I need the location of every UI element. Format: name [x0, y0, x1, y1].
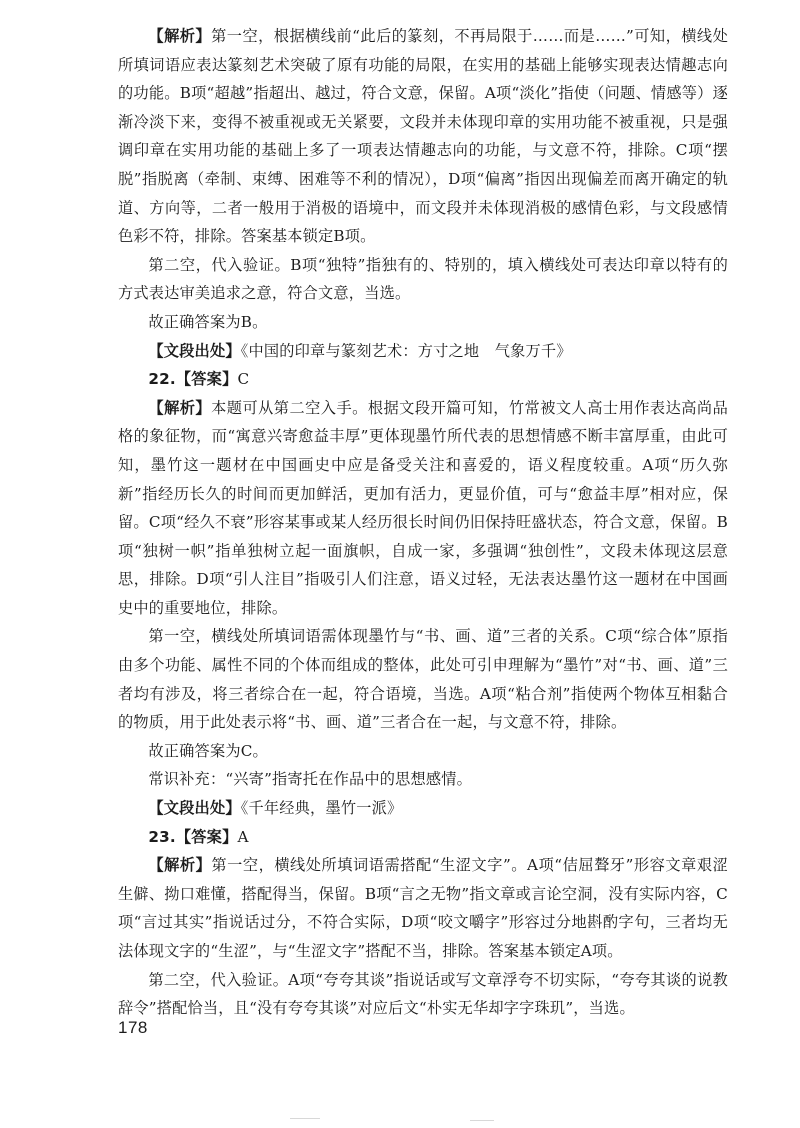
q22-note: 常识补充：“兴寄”指寄托在作品中的思想感情。: [148, 770, 473, 789]
q22-analysis-text: 本题可从第二空入手。根据文段开篇可知，竹常被文人高士用作表达高尚品格的象征物，而“寓意兴寄愈益丰厚”更体现墨竹所代表的思想情感不断丰富厚重，由此可知，墨竹这一题材在中国画史中应是备受关注和喜爱的，语义程度较重。A项“历久弥新”指经历长久的时间而更加鲜活，更加有活力，更显价值，可与“愈益丰厚”相对应，保留。C项“经久不衰”形容某事或某人经历很长时间仍旧保持旺盛状态，符合文意，保留。B项“独树一帜”指单独树立起一面旗帜，自成一家，多强调“独创性”，文段未体现这层意思，排除。D项“引人注目”指吸引人们注意，语义过轻，无法表达墨竹这一题材在中国画史中的重要地位，排除。: [118, 398, 728, 617]
q21-analysis-paragraph: [118, 22, 728, 251]
q22-number: 22.: [148, 370, 176, 389]
scan-artifact: [290, 1118, 320, 1119]
page-body: [118, 22, 728, 1023]
q21-source-text: 《中国的印章与篆刻艺术：方寸之地 气象万千》: [240, 341, 572, 360]
q21-analysis-text: 第一空，根据横线前“此后的篆刻，不再局限于……而是……”可知，横线处所填词语应表达篆刻艺术突破了原有功能的局限，在实用的基础上能够实现表达情趣志向的功能。B项“超越”指超出、越过，符合文意，保留。A项“淡化”指使（问题、情感等）逐渐冷淡下来，变得不被重视或无关紧要，文段并未体现印章的实用功能不被重视，只是强调印章在实用功能的基础上多了一项表达情趣志向的功能，与文意不符，排除。C项“摆脱”指脱离（牵制、束缚、困难等不利的情况），D项“偏离”指因出现偏差而离开确定的轨道、方向等，二者一般用于消极的语境中，而文段并未体现消极的感情色彩，与文段感情色彩不符，排除。答案基本锁定B项。: [118, 27, 728, 246]
q22-source-paragraph: [118, 794, 728, 823]
answer-label: 【答案】: [175, 827, 238, 846]
page-number: 178: [118, 1018, 148, 1037]
q23-answer: A: [237, 827, 249, 846]
q21-source-paragraph: [118, 337, 728, 366]
q22-conclusion: 故正确答案为C。: [148, 741, 268, 760]
q23-number: 23.: [148, 827, 176, 846]
q22-source-text: 《千年经典，墨竹一派》: [240, 799, 403, 818]
q22-analysis-paragraph: [118, 394, 728, 623]
q23-answer-heading: [118, 823, 728, 852]
q23-second-blank: 第二空，代入验证。A项“夸夸其谈”指说话或写文章浮夸不切实际，“夸夸其谈的说教辞令”搭配恰当，且“没有夸夸其谈”对应后文“朴实无华却字字珠玑”，当选。: [118, 970, 728, 1018]
source-label: 【文段出处】: [148, 341, 241, 360]
q23-analysis-text: 第一空，横线处所填词语需搭配“生涩文字”。A项“佶屈聱牙”形容文章艰涩生僻、拗口难懂，搭配得当，保留。B项“言之无物”指文章或言论空洞，没有实际内容，C项“言过其实”指说话过分，不符合实际，D项“咬文嚼字”形容过分地斟酌字句，三者均无法体现文字的“生涩”，与“生涩文字”搭配不当，排除。答案基本锁定A项。: [118, 856, 728, 960]
q22-answer-heading: [118, 365, 728, 394]
answer-label: 【答案】: [175, 370, 238, 389]
analysis-label: 【解析】: [148, 398, 212, 417]
source-label: 【文段出处】: [148, 799, 241, 818]
scan-artifact: [470, 1120, 494, 1121]
q21-conclusion: 故正确答案为B。: [148, 312, 268, 331]
q22-first-blank: 第一空，横线处所填词语需体现墨竹与“书、画、道”三者的关系。C项“综合体”原指由多个功能、属性不同的个体而组成的整体，此处可引申理解为“墨竹”对“书、画、道”三者均有涉及，将三者综合在一起，符合语境，当选。A项“粘合剂”指使两个物体互相黏合的物质，用于此处表示将“书、画、道”三者合在一起，与文意不符，排除。: [118, 627, 728, 732]
q21-second-blank: 第二空，代入验证。B项“独特”指独有的、特别的，填入横线处可表达印章以特有的方式表达审美追求之意，符合文意，当选。: [118, 255, 728, 303]
analysis-label: 【解析】: [148, 27, 212, 45]
q23-analysis-paragraph: [118, 851, 728, 965]
analysis-label: 【解析】: [148, 856, 212, 875]
q22-answer: C: [237, 370, 250, 389]
